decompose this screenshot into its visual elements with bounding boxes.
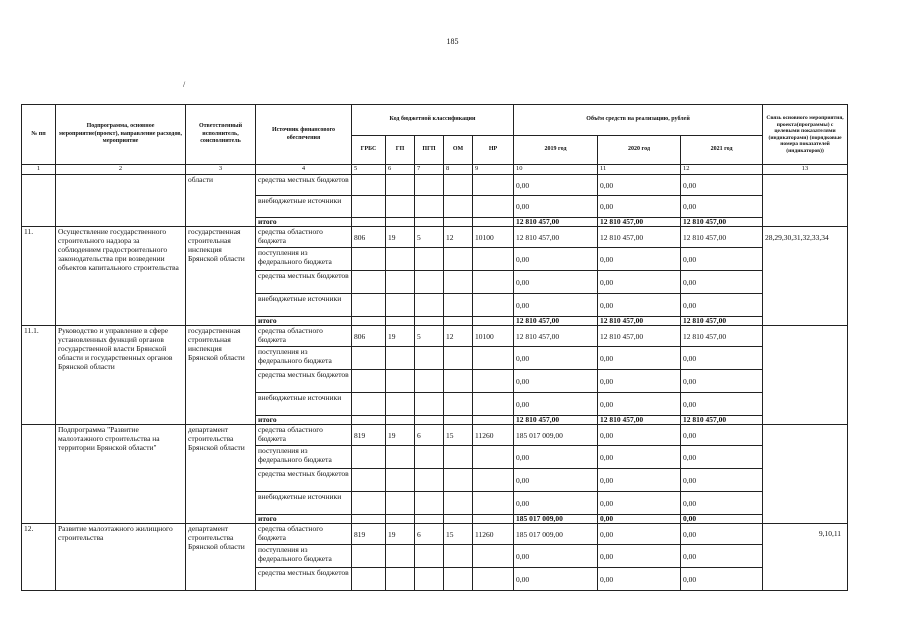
value-2019: 0,00 [514,248,598,271]
header-num: № пп [22,105,56,165]
value-2020: 0,00 [598,393,681,416]
source-extra: внебюджетные источники [256,393,352,416]
cont-responsible: области [186,175,256,227]
gp: 19 [386,524,415,545]
pgp: 5 [415,227,444,248]
value-2020: 0,00 [598,196,681,218]
program-name: Руководство и управление в сфере установленных функций органов государственной власти Брянской области и государственных органов Брянской области [56,326,186,425]
value-2021: 0,00 [681,568,763,591]
source-federal: поступления из федерального бюджета [256,545,352,568]
nr: 11260 [473,524,514,545]
header-grbs: ГРБС [352,136,386,165]
source-total: итого [256,515,352,524]
header-2020: 2020 год [598,136,681,165]
value-2019: 0,00 [514,175,598,196]
value-2019: 0,00 [514,347,598,370]
col-num-7: 7 [415,165,444,175]
program-name: Осуществление государственного строительного надзора за соблюдением градостроительного законодательства при возведении объектов капитального строительства [56,227,186,326]
cont-name-cell [56,175,186,227]
om: 12 [444,227,473,248]
col-num-13: 13 [763,165,848,175]
total-2019: 12 810 457,00 [514,218,598,227]
responsible: государственная строительная инспекция Брянской области [186,227,256,326]
value-2019: 0,00 [514,568,598,591]
row-num: 11.1. [22,326,56,425]
gp: 19 [386,326,415,347]
value-2020: 0,00 [598,568,681,591]
header-link: Связь основного мероприятия, проекта(программы) с целевыми показателями (индикаторами) (порядковые номера показателей (индикаторов)) [763,105,848,165]
col-num-5: 5 [352,165,386,175]
source-extra: внебюджетные источники [256,294,352,317]
responsible: департамент строительства Брянской области [186,425,256,524]
value-2021: 0,00 [681,393,763,416]
source-regional: средства областного бюджета [256,326,352,347]
col-num-2: 2 [56,165,186,175]
row-num: 11. [22,227,56,326]
value-2020: 0,00 [598,271,681,294]
budget-table [21,104,848,591]
source-federal: поступления из федерального бюджета [256,446,352,469]
subprogram-name: Подпрограмма "Развитие малоэтажного строительства на территории Брянской области" [56,425,186,524]
value-2020: 12 810 457,00 [598,227,681,248]
nr: 10100 [473,326,514,347]
row-num: 12. [22,524,56,591]
value-2019: 12 810 457,00 [514,227,598,248]
total-2020: 12 810 457,00 [598,317,681,326]
source-regional: средства областного бюджета [256,227,352,248]
value-2021: 0,00 [681,545,763,568]
total-2020: 0,00 [598,515,681,524]
value-2019: 185 017 009,00 [514,425,598,446]
value-2019: 0,00 [514,545,598,568]
source-total: итого [256,317,352,326]
header-program: Подпрограмма, основное мероприятие(проект), направление расходов, мероприятие [56,105,186,165]
cont-num-cell [22,175,56,227]
value-2021: 0,00 [681,492,763,515]
nr: 11260 [473,425,514,446]
page-number: 185 [446,37,459,46]
gp: 19 [386,227,415,248]
header-nr: НР [473,136,514,165]
grbs: 806 [352,326,386,347]
total-2019: 185 017 009,00 [514,515,598,524]
header-source: Источник финансового обеспечения [256,105,352,165]
total-2020: 12 810 457,00 [598,218,681,227]
total-2019: 12 810 457,00 [514,317,598,326]
source-local: средства местных бюджетов [256,370,352,393]
value-2021: 0,00 [681,425,763,446]
header-responsible: Ответственный исполнитель, соисполнитель [186,105,256,165]
col-num-11: 11 [598,165,681,175]
source-extra: внебюджетные источники [256,196,352,218]
gp: 19 [386,425,415,446]
value-2021: 0,00 [681,248,763,271]
total-2021: 0,00 [681,515,763,524]
source-regional: средства областного бюджета [256,524,352,545]
indicator-links: 9,10,11 [763,524,848,591]
source-local: средства местных бюджетов [256,175,352,196]
value-2019: 12 810 457,00 [514,326,598,347]
header-volume: Объём средств на реализацию, рублей [514,105,763,136]
value-2019: 185 017 009,00 [514,524,598,545]
grbs: 819 [352,425,386,446]
col-num-8: 8 [444,165,473,175]
header-gp: ГП [386,136,415,165]
header-pgp: ПГП [415,136,444,165]
value-2019: 0,00 [514,469,598,492]
source-extra: внебюджетные источники [256,492,352,515]
value-2019: 0,00 [514,271,598,294]
value-2020: 0,00 [598,524,681,545]
value-2020: 0,00 [598,492,681,515]
source-total: итого [256,218,352,227]
value-2019: 0,00 [514,446,598,469]
value-2021: 0,00 [681,469,763,492]
value-2021: 0,00 [681,370,763,393]
value-2021: 12 810 457,00 [681,227,763,248]
col-num-4: 4 [256,165,352,175]
row-num-empty [22,425,56,524]
value-2020: 0,00 [598,446,681,469]
value-2019: 0,00 [514,393,598,416]
source-total: итого [256,416,352,425]
total-2021: 12 810 457,00 [681,317,763,326]
value-2021: 0,00 [681,524,763,545]
source-regional: средства областного бюджета [256,425,352,446]
header-2019: 2019 год [514,136,598,165]
source-local: средства местных бюджетов [256,469,352,492]
value-2021: 0,00 [681,347,763,370]
value-2020: 0,00 [598,469,681,492]
value-2019: 0,00 [514,294,598,317]
total-2021: 12 810 457,00 [681,218,763,227]
total-2021: 12 810 457,00 [681,416,763,425]
source-federal: поступления из федерального бюджета [256,248,352,271]
header-2021: 2021 год [681,136,763,165]
col-num-6: 6 [386,165,415,175]
value-2019: 0,00 [514,492,598,515]
nr: 10100 [473,227,514,248]
value-2020: 0,00 [598,248,681,271]
value-2019: 0,00 [514,370,598,393]
source-local: средства местных бюджетов [256,568,352,591]
responsible: департамент строительства Брянской области [186,524,256,591]
stray-mark: / [183,80,186,89]
col-num-1: 1 [22,165,56,175]
col-num-9: 9 [473,165,514,175]
value-2021: 12 810 457,00 [681,326,763,347]
pgp: 5 [415,326,444,347]
value-2020: 0,00 [598,294,681,317]
value-2020: 0,00 [598,425,681,446]
program-name: Развитие малоэтажного жилищного строительства [56,524,186,591]
source-local: средства местных бюджетов [256,271,352,294]
value-2020: 12 810 457,00 [598,326,681,347]
header-om: ОМ [444,136,473,165]
total-2019: 12 810 457,00 [514,416,598,425]
value-2019: 0,00 [514,196,598,218]
value-2020: 0,00 [598,347,681,370]
col-num-12: 12 [681,165,763,175]
grbs: 806 [352,227,386,248]
value-2021: 0,00 [681,175,763,196]
grbs: 819 [352,524,386,545]
total-2020: 12 810 457,00 [598,416,681,425]
responsible: государственная строительная инспекция Брянской области [186,326,256,425]
pgp: 6 [415,524,444,545]
col-num-3: 3 [186,165,256,175]
value-2020: 0,00 [598,545,681,568]
value-2021: 0,00 [681,446,763,469]
indicator-links: 28,29,30,31,32,33,34 [763,227,848,326]
om: 15 [444,524,473,545]
value-2020: 0,00 [598,175,681,196]
pgp: 6 [415,425,444,446]
om: 12 [444,326,473,347]
om: 15 [444,425,473,446]
col-num-10: 10 [514,165,598,175]
value-2021: 0,00 [681,196,763,218]
value-2021: 0,00 [681,294,763,317]
value-2020: 0,00 [598,370,681,393]
value-2021: 0,00 [681,271,763,294]
source-federal: поступления из федерального бюджета [256,347,352,370]
header-budget-code: Код бюджетной классификации [352,105,514,136]
